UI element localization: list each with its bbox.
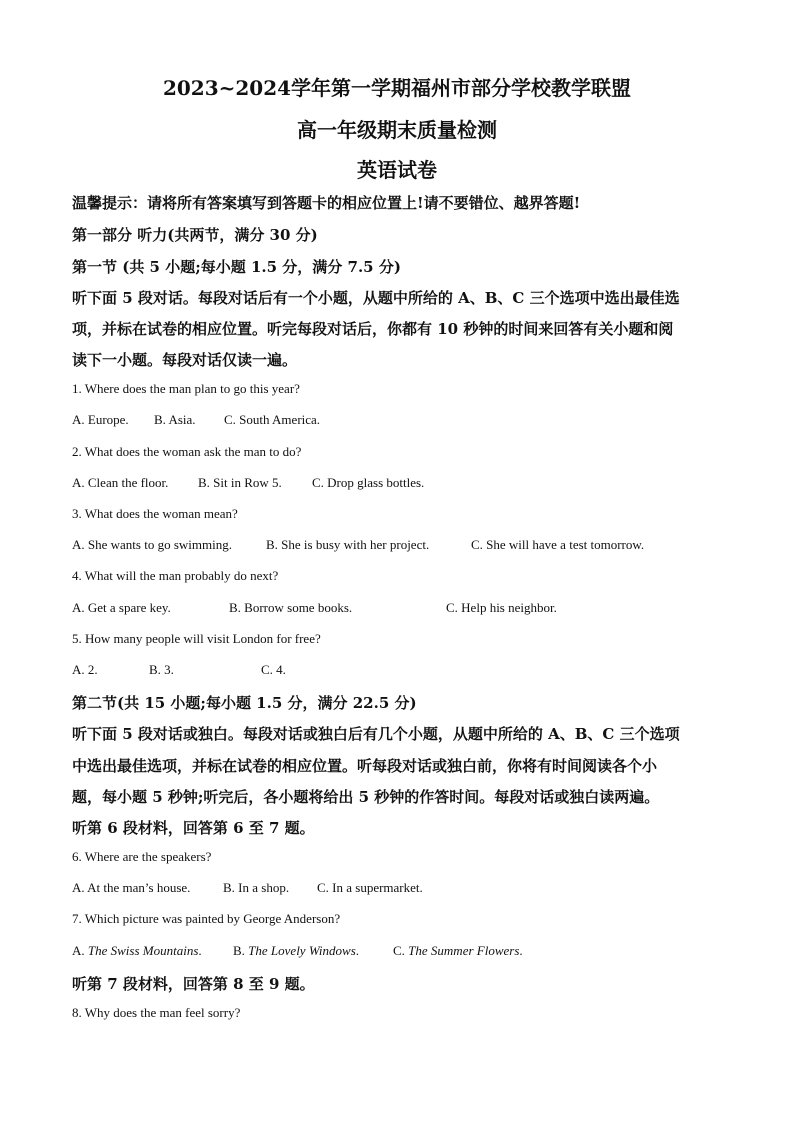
question-7-option-b: B. The Lovely Windows. <box>233 943 360 958</box>
question-5-option-c: C. 4. <box>261 662 286 677</box>
exam-title-line3: 英语试卷 <box>357 158 437 182</box>
question-2-option-b: B. Sit in Row 5. <box>198 475 282 490</box>
section1-instruction-line: 项，并标在试卷的相应位置。听完每段对话后，你都有 10 秒钟的时间来回答有关小题和阅 <box>72 320 674 338</box>
question-3-option-a: A. She wants to go swimming. <box>72 537 232 552</box>
question-1-option-c: C. South America. <box>224 412 321 427</box>
question-4: 4. What will the man probably do next? <box>72 568 279 583</box>
question-6-option-b: B. In a shop. <box>223 880 290 895</box>
section1-instruction-line: 听下面 5 段对话。每段对话后有一个小题，从题中所给的 A、B、C 三个选项中选出最佳选 <box>72 289 680 307</box>
section2-instruction-line: 中选出最佳选项，并标在试卷的相应位置。听每段对话或独白前，你将有时间阅读各个小 <box>72 757 658 775</box>
section2-instruction-line: 题，每小题 5 秒钟;听完后，各小题将给出 5 秒钟的作答时间。每段对话或独白读两遍。 <box>72 788 660 806</box>
material-6-heading: 听第 6 段材料，回答第 6 至 7 题。 <box>72 819 315 837</box>
question-2-option-c: C. Drop glass bottles. <box>312 475 425 490</box>
question-7-option-b-title: The Lovely Windows <box>248 943 356 958</box>
part1-heading: 第一部分 听力(共两节，满分 30 分) <box>72 226 318 244</box>
question-7-option-c: C. The Summer Flowers. <box>393 943 523 958</box>
question-7-option-a-title: The Swiss Mountains <box>87 943 199 958</box>
question-7-option-c-title: The Summer Flowers <box>408 943 520 958</box>
notice-text: 温馨提示：请将所有答案填写到答题卡的相应位置上!请不要错位、越界答题! <box>72 194 581 212</box>
question-4-option-a: A. Get a spare key. <box>72 600 171 615</box>
question-4-option-c: C. Help his neighbor. <box>446 600 557 615</box>
section1-heading: 第一节 (共 5 小题;每小题 1.5 分，满分 7.5 分) <box>72 258 401 276</box>
question-7-option-a: A. The Swiss Mountains. <box>72 943 202 958</box>
question-6-option-a: A. At the man’s house. <box>72 880 191 895</box>
question-3-option-c: C. She will have a test tomorrow. <box>471 537 645 552</box>
question-3-option-b: B. She is busy with her project. <box>266 537 430 552</box>
exam-title-line2: 高一年级期末质量检测 <box>297 118 497 142</box>
material-7-heading: 听第 7 段材料，回答第 8 至 9 题。 <box>72 975 315 993</box>
question-7: 7. Which picture was painted by George Anderson? <box>72 911 341 926</box>
section1-instruction-line: 读下一小题。每段对话仅读一遍。 <box>72 351 298 369</box>
question-2: 2. What does the woman ask the man to do? <box>72 444 302 459</box>
question-5-option-a: A. 2. <box>72 662 98 677</box>
exam-title-line1: 2023~2024学年第一学期福州市部分学校教学联盟 <box>162 76 632 100</box>
question-3: 3. What does the woman mean? <box>72 506 238 521</box>
question-6-option-c: C. In a supermarket. <box>317 880 423 895</box>
section2-instruction-line: 听下面 5 段对话或独白。每段对话或独白后有几个小题，从题中所给的 A、B、C 三个选项 <box>72 725 680 743</box>
question-5: 5. How many people will visit London for free? <box>72 631 321 646</box>
question-4-option-b: B. Borrow some books. <box>229 600 353 615</box>
question-1-option-a: A. Europe. <box>72 412 129 427</box>
question-2-option-a: A. Clean the floor. <box>72 475 169 490</box>
question-1-option-b: B. Asia. <box>154 412 196 427</box>
question-8: 8. Why does the man feel sorry? <box>72 1005 241 1020</box>
section2-heading: 第二节(共 15 小题;每小题 1.5 分，满分 22.5 分) <box>72 694 417 712</box>
question-6: 6. Where are the speakers? <box>72 849 212 864</box>
question-5-option-b: B. 3. <box>149 662 174 677</box>
question-1: 1. Where does the man plan to go this year? <box>72 381 300 396</box>
